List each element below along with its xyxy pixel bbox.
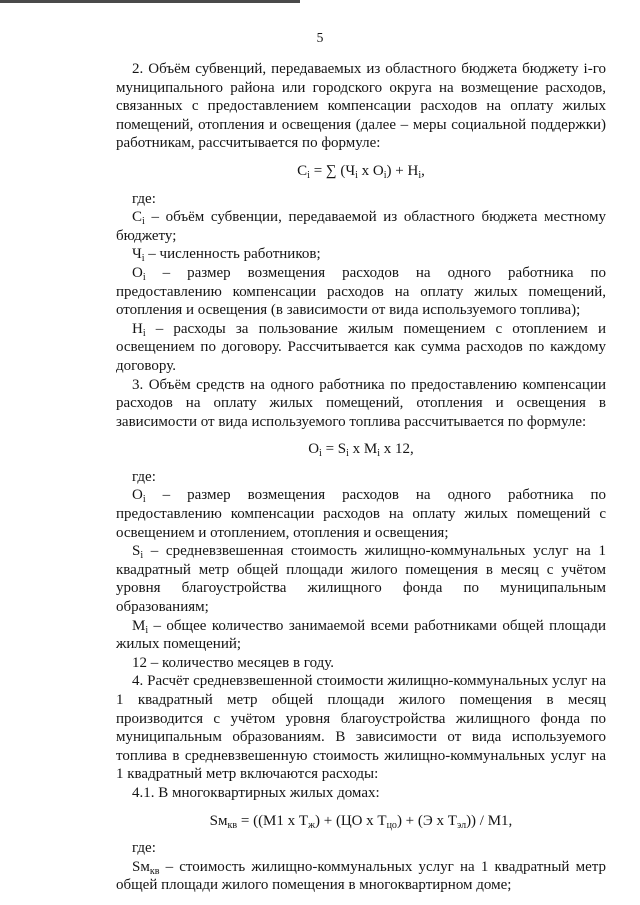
formula-smkv: $Sм_{кв} = ((M1$ х $T_ж) + (ЦО$ х $T_{цо}) + (Э$ х $T_{эл})) / M1$,: [209, 812, 513, 831]
page-number: 5: [316, 30, 324, 45]
where-label-2: где:: [132, 468, 156, 485]
where-label: где:: [132, 190, 156, 207]
formula-oi: $O_i = S_i$ х $M_i$ х 12,: [308, 441, 414, 460]
paragraph-4: 4. Расчёт средневзвешенной стоимости жилищно-коммунальных услуг на 1 квадратный метр общей площади жилого помещения в месяц производится с учётом уровня благоустройства жилищного фонда по муниципальным образованиям. В зависимости от вида используемого топлива в средневзвешенную стоимость жилищно-коммунальных услуг на 1 квадратный метр включаются расходы:: [116, 673, 606, 783]
paragraph-3: 3. Объём средств на одного работника по предоставлению компенсации расходов на оплату жилых помещений, отопления и освещения в зависимости от вида используемого топлива рассчитывается по формуле:: [116, 376, 606, 430]
definition-months: 12 – количество месяцев в году.: [132, 654, 335, 671]
definition-si: $S_i$ – средневзвешенная стоимость жилищно-коммунальных услуг на 1 квадратный метр общей площади жилого помещения в месяц с учётом уровня благоустройства жилищного фонда по муниципальным образованиям;: [116, 543, 606, 616]
formula-ci: $C_i$ = ∑ ($Ч_i$ х $O_i) + H_i$,: [297, 162, 425, 181]
definition-ci: $C_i$ – объём субвенции, передаваемой из областного бюджета местному бюджету;: [116, 209, 606, 244]
document-body: [116, 60, 606, 895]
definition-mi: $M_i$ – общее количество занимаемой всеми работниками общей площади жилых помещений;: [116, 617, 606, 653]
definition-oi-2: $O_i$ – размер возмещения расходов на одного работника по предоставлению компенсации расходов на оплату жилых помещений с освещением и отоплением, отопления и освещения;: [116, 487, 606, 541]
where-label-3: где:: [132, 840, 156, 857]
definition-hi: $H_i$ – расходы за пользование жилым помещением с отоплением и освещением по договору. Рассчитывается как сумма расходов по каждому договору.: [116, 320, 606, 374]
definition-smkv: $Sм_{кв}$ – стоимость жилищно-коммунальных услуг на 1 квадратный метр общей площади жилого помещения в многоквартирном доме;: [116, 858, 606, 894]
definition-chi: $Ч_i$ – численность работников;: [132, 246, 321, 265]
definition-oi: $O_i$ – размер возмещения расходов на одного работника по предоставлению компенсации расходов на оплату жилых помещений, отопления и освещения (в зависимости от вида используемого топлива);: [116, 264, 606, 319]
paragraph-4-1: 4.1. В многоквартирных жилых домах:: [132, 784, 380, 801]
paragraph-2: 2. Объём субвенций, передаваемых из областного бюджета бюджету i-го муниципального района или городского округа на возмещение расходов, связанных с предоставлением компенсации расходов на оплату жилых помещений, отопления и освещения (далее – меры социальной поддержки) работникам, рассчитывается по формуле:: [116, 61, 606, 152]
top-divider: [0, 0, 300, 3]
